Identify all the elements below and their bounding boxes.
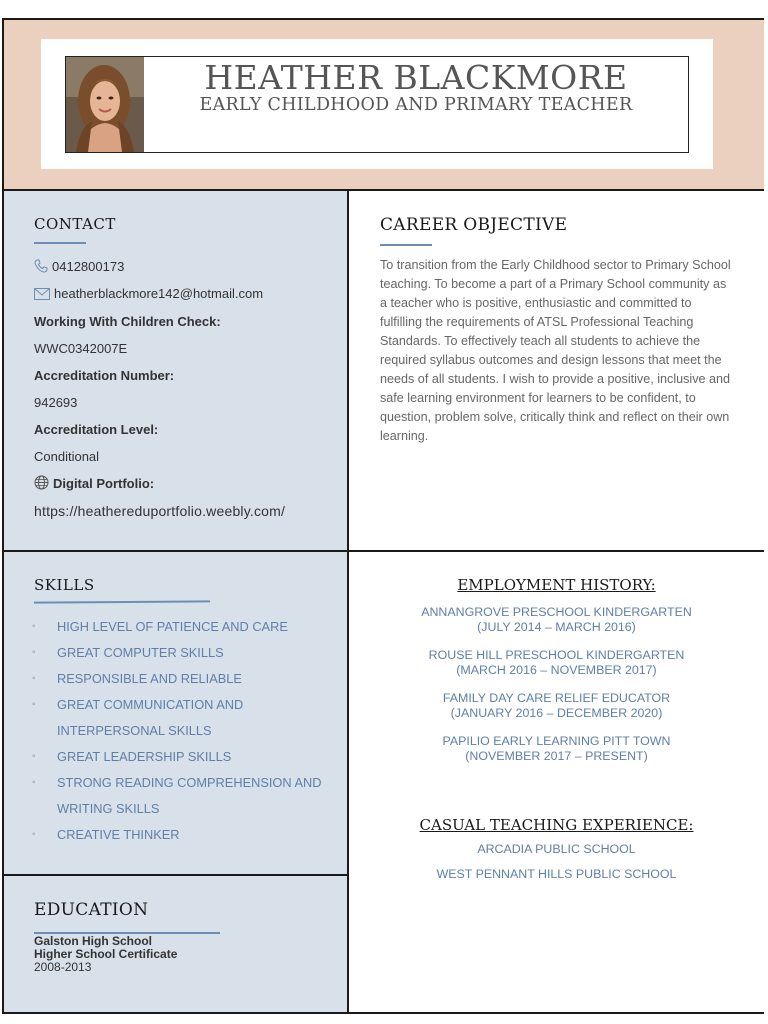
portfolio-line — [34, 475, 154, 493]
list-item: ◦ GREAT COMMUNICATION AND INTERPERSONAL SKILLS — [32, 697, 244, 738]
education-certificate: Higher School Certificate — [34, 947, 178, 961]
employment-entry — [349, 605, 764, 635]
objective-text: To transition from the Early Childhood sector to Primary School teaching. To become a part of a Primary School community as a teacher who is positive, enthusiastic and committed to fulfilling the requirements of ATSL Professional Teaching Standards. To effectively teach all students to achieve the required syllabus outcomes and design lessons that meet the needs of all students. I wish to provide a positive, inclusive and safe learning environment for learners to be confident, to question, problem solve, critically think and reflect on their own learning. — [380, 258, 731, 443]
employment-panel — [349, 552, 764, 1012]
employment-place: FAMILY DAY CARE RELIEF EDUCATOR — [442, 691, 671, 705]
objective-heading: CAREER OBJECTIVE — [380, 215, 568, 235]
phone-number[interactable]: 0412800173 — [52, 259, 125, 274]
employment-place: PAPILIO EARLY LEARNING PITT TOWN — [442, 734, 671, 748]
wwc-label: Working With Children Check: — [34, 314, 221, 329]
list-item: ◦ HIGH LEVEL OF PATIENCE AND CARE — [32, 619, 288, 634]
education-panel — [4, 876, 349, 1012]
accreditation-level-label: Accreditation Level: — [34, 422, 159, 437]
list-item: ◦ GREAT COMPUTER SKILLS — [32, 645, 224, 660]
education-heading: EDUCATION — [34, 900, 149, 920]
employment-dates: (JANUARY 2016 – DECEMBER 2020) — [450, 706, 663, 720]
employment-place: ROUSE HILL PRESCHOOL KINDERGARTEN — [428, 648, 685, 662]
candidate-job-title: EARLY CHILDHOOD AND PRIMARY TEACHER — [199, 95, 633, 115]
list-item: ◦ RESPONSIBLE AND RELIABLE — [32, 671, 242, 686]
accreditation-level-value: Conditional — [34, 449, 100, 464]
skills-heading: SKILLS — [34, 576, 95, 594]
education-years: 2008-2013 — [34, 960, 92, 974]
email-icon — [34, 288, 50, 303]
skills-heading-rule — [34, 600, 210, 603]
header-box — [65, 56, 689, 153]
employment-entry — [349, 691, 764, 721]
wwc-value: WWC0342007E — [34, 341, 128, 356]
phone-line — [34, 259, 124, 276]
email-address[interactable]: heatherblackmore142@hotmail.com — [54, 286, 264, 301]
portfolio-url[interactable]: https://heathereduportfolio.weebly.com/ — [34, 503, 286, 519]
casual-school: ARCADIA PUBLIC SCHOOL — [477, 842, 636, 856]
header-card — [41, 39, 713, 169]
list-item: ◦ STRONG READING COMPREHENSION AND WRITING SKILLS — [32, 775, 322, 816]
objective-panel — [349, 191, 764, 552]
education-school: Galston High School — [34, 934, 153, 948]
employment-dates: (NOVEMBER 2017 – PRESENT) — [465, 749, 648, 763]
list-item: ◦ CREATIVE THINKER — [32, 827, 180, 842]
skills-panel — [4, 552, 349, 876]
profile-photo — [66, 57, 144, 152]
skills-list — [30, 614, 327, 848]
list-item: ◦ GREAT LEADERSHIP SKILLS — [32, 749, 232, 764]
globe-icon — [34, 475, 49, 493]
contact-heading-rule — [34, 242, 86, 244]
contact-panel — [4, 191, 349, 552]
employment-place: ANNANGROVE PRESCHOOL KINDERGARTEN — [421, 605, 692, 619]
phone-icon — [34, 259, 48, 276]
education-details — [34, 935, 177, 974]
casual-school: WEST PENNANT HILLS PUBLIC SCHOOL — [436, 867, 677, 881]
header-band — [4, 20, 764, 191]
employment-dates: (MARCH 2016 – NOVEMBER 2017) — [456, 663, 657, 677]
email-line — [34, 286, 263, 303]
accreditation-number-label: Accreditation Number: — [34, 368, 175, 383]
employment-heading: EMPLOYMENT HISTORY: — [457, 576, 656, 594]
portfolio-label: Digital Portfolio: — [53, 476, 155, 491]
casual-heading: CASUAL TEACHING EXPERIENCE: — [419, 816, 694, 834]
employment-dates: (JULY 2014 – MARCH 2016) — [477, 620, 636, 634]
contact-heading: CONTACT — [34, 215, 116, 233]
objective-heading-rule — [380, 244, 432, 246]
accreditation-number-value: 942693 — [34, 395, 78, 410]
employment-entry — [349, 734, 764, 764]
employment-entry — [349, 648, 764, 678]
candidate-name: HEATHER BLACKMORE — [204, 58, 628, 97]
